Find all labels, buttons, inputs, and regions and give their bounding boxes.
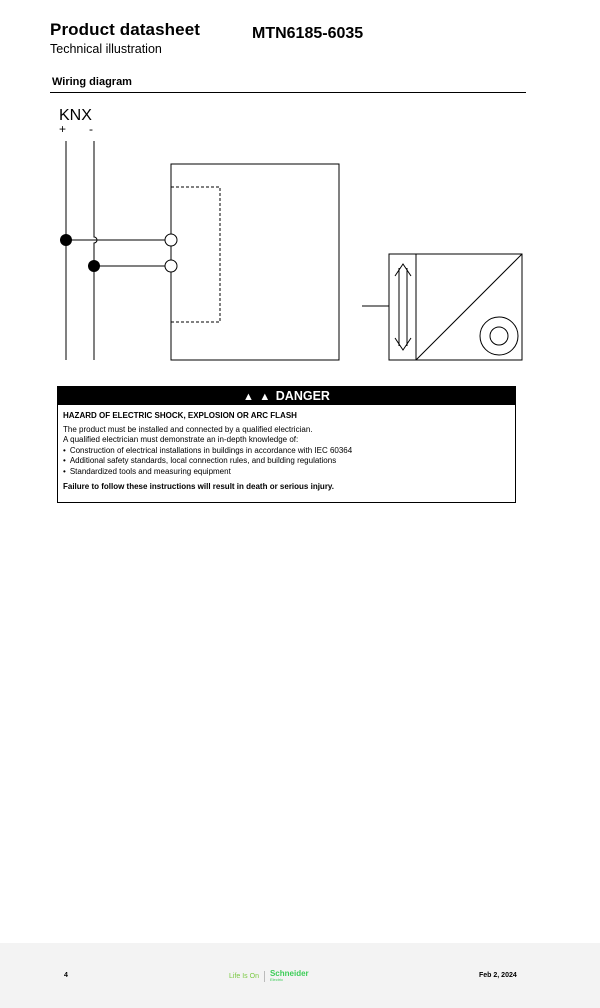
document-subtitle: Technical illustration bbox=[50, 42, 162, 56]
wiring-diagram bbox=[0, 96, 600, 376]
page-number: 4 bbox=[64, 972, 68, 979]
product-reference: MTN6185-6035 bbox=[252, 25, 364, 42]
list-item: • Additional safety standards, local connection rules, and building regulations bbox=[63, 456, 510, 467]
plus-label: + bbox=[59, 122, 67, 136]
knx-label: KNX bbox=[59, 107, 92, 124]
brand-sub-text: Electric bbox=[269, 977, 284, 982]
intro-line: A qualified electrician must demonstrate an in-depth knowledge of: bbox=[63, 435, 299, 444]
list-item: • Construction of electrical installations in buildings in accordance with IEC 60364 bbox=[63, 446, 510, 457]
danger-body bbox=[63, 411, 510, 493]
sensor-lens-icon bbox=[480, 317, 518, 355]
requirements-list bbox=[63, 446, 510, 478]
up-down-arrow-icon bbox=[395, 264, 411, 350]
document-title: Product datasheet bbox=[50, 20, 201, 39]
device-front-diagonal bbox=[416, 254, 522, 360]
list-item: • Standardized tools and measuring equipment bbox=[63, 467, 510, 478]
minus-label: - bbox=[89, 122, 93, 136]
brand-name-text: Schneider bbox=[269, 969, 309, 978]
footer-date: Feb 2, 2024 bbox=[479, 972, 517, 979]
intro-line: The product must be installed and connected by a qualified electrician. bbox=[63, 424, 313, 434]
danger-header bbox=[58, 387, 515, 405]
minus-terminal bbox=[165, 260, 177, 272]
minus-bus-wire bbox=[94, 141, 97, 360]
device-outline bbox=[171, 164, 339, 360]
hazard-title: HAZARD OF ELECTRIC SHOCK, EXPLOSION OR ARC FLASH bbox=[63, 411, 297, 420]
section-title: Wiring diagram bbox=[52, 76, 132, 88]
brand-divider bbox=[264, 971, 265, 982]
failure-warning: Failure to follow these instructions will result in death or serious injury. bbox=[63, 482, 335, 491]
brand-name bbox=[270, 970, 309, 982]
brand-tagline: Life Is On bbox=[229, 972, 259, 980]
terminal-block-outline bbox=[171, 187, 220, 322]
plus-terminal bbox=[165, 234, 177, 246]
danger-notice bbox=[57, 386, 516, 503]
warning-triangle-icon: ▲ bbox=[243, 391, 254, 403]
section-divider bbox=[50, 92, 526, 93]
danger-label: DANGER bbox=[275, 389, 330, 403]
brand-logo bbox=[229, 970, 309, 982]
warning-triangle-icon: ▲ bbox=[259, 391, 271, 403]
